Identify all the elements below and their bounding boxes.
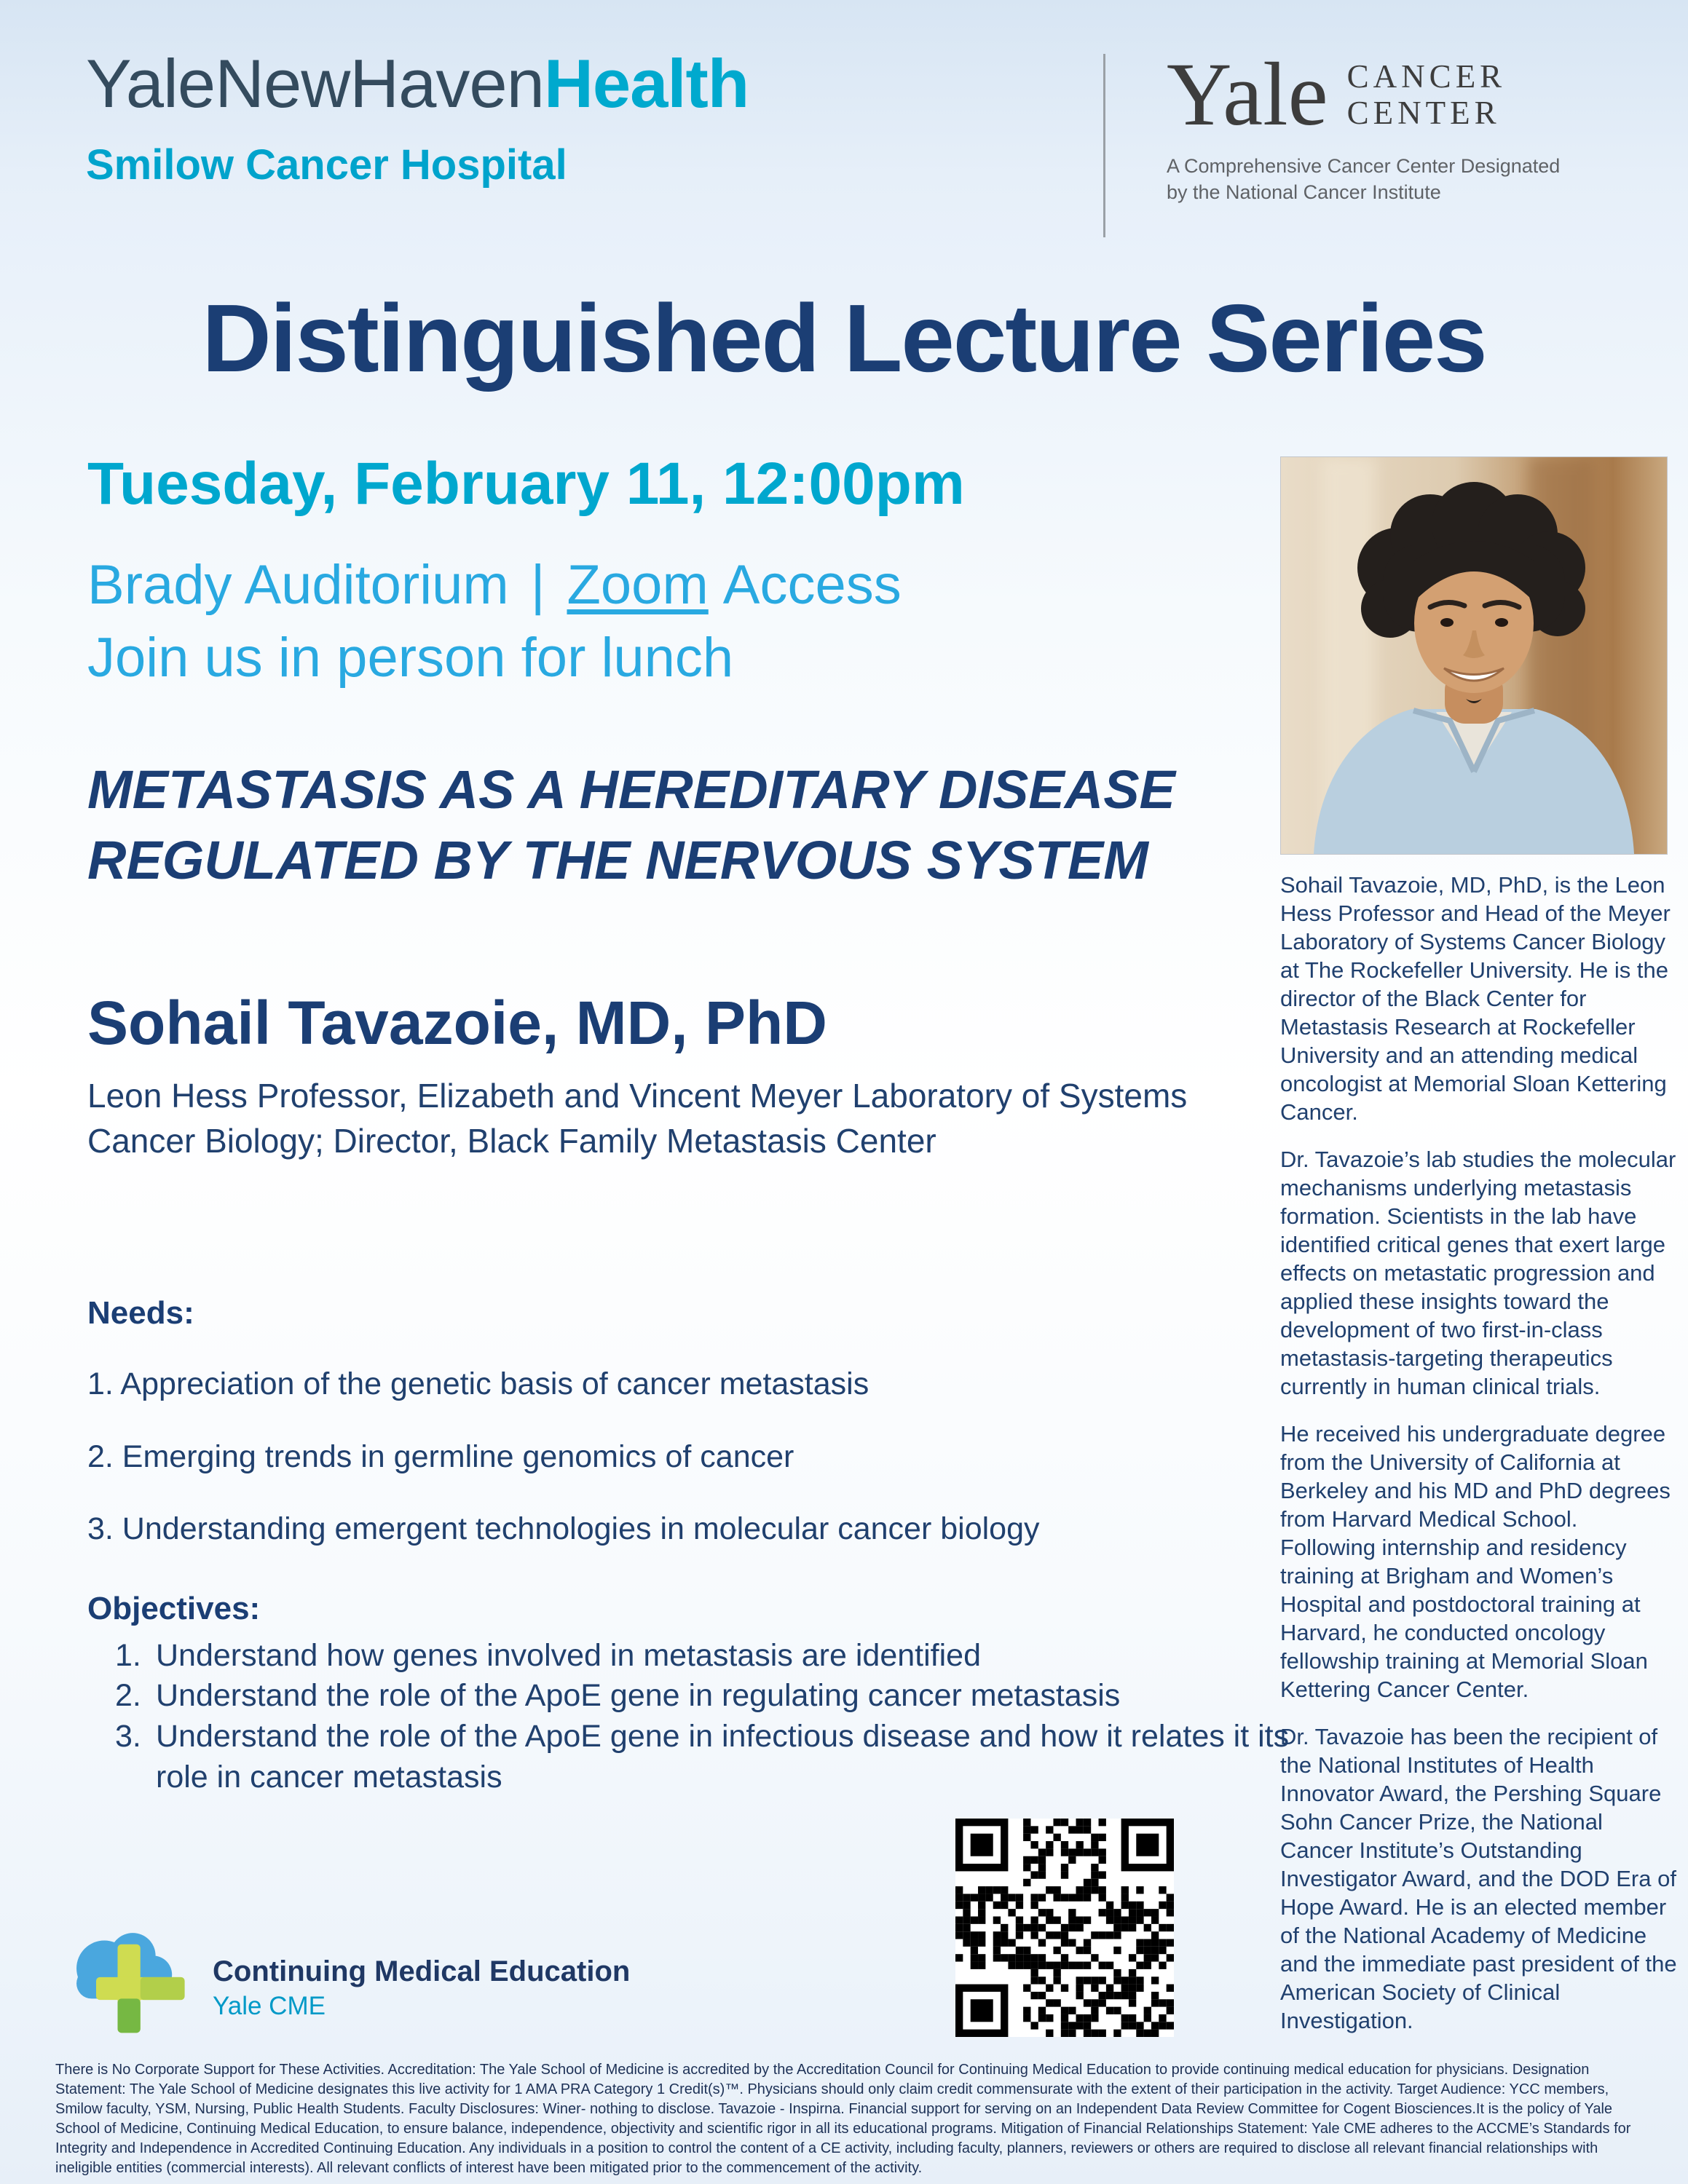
objective-text: Understand the role of the ApoE gene in infectious disease and how it relates it its role in cancer metastasis	[156, 1719, 1290, 1795]
ycc-yale-text: Yale	[1167, 44, 1328, 144]
objectives-list	[87, 1636, 1325, 1799]
bio-paragraph: Dr. Tavazoie’s lab studies the molecular mechanisms underlying metastasis formation. Scientists in the lab have identified critical genes that exert large effects on metastatic progression and applied these insights toward the development of two first-in-class metastasis-targeting therapeutics currently in human clinical trials.	[1280, 1147, 1676, 1399]
cme-subtitle: Yale CME	[213, 1991, 326, 2020]
objective-item	[115, 1636, 1325, 1677]
cme-logo	[57, 1919, 630, 2039]
ycc-tagline-line1: A Comprehensive Cancer Center Designated	[1167, 155, 1561, 177]
ycc-logo	[1167, 44, 1618, 206]
speaker-photo	[1280, 456, 1668, 855]
ynhh-logo	[86, 45, 749, 189]
bio-paragraph: He received his undergraduate degree from the University of California at Berkeley and his MD and PhD degrees from Harvard Medical School. Following internship and residency training at Brigham and Women’s Hospital and postdoctoral training at Harvard, he conducted oncology fellowship training at Memorial Sloan Kettering Cancer Center.	[1280, 1421, 1671, 1702]
needs-item: 2. Emerging trends in germline genomics of cancer	[87, 1439, 794, 1474]
speaker-name: Sohail Tavazoie, MD, PhD	[87, 989, 827, 1058]
ycc-line1: CANCER	[1346, 58, 1507, 95]
smilow-title: Smilow Cancer Hospital	[86, 141, 567, 189]
portrait-illustration	[1281, 457, 1667, 854]
objectives-heading: Objectives:	[87, 1591, 261, 1627]
cme-text	[213, 1955, 630, 2040]
objective-item	[115, 1676, 1325, 1717]
cloud-plus-icon	[57, 1919, 202, 2039]
speaker-affiliation: Leon Hess Professor, Elizabeth and Vincent Meyer Laboratory of Systems Cancer Biology; Director, Black Family Metastasis Center	[87, 1077, 1188, 1160]
talk-title: METASTASIS AS A HEREDITARY DISEASE REGULATED BY THE NERVOUS SYSTEM	[87, 759, 1175, 891]
needs-item: 3. Understanding emergent technologies in molecular cancer biology	[87, 1511, 1040, 1547]
objective-number: 3.	[115, 1719, 141, 1754]
header	[86, 44, 1618, 237]
objective-text: Understand how genes involved in metastasis are identified	[156, 1637, 981, 1673]
brand-main: YaleNewHaven	[86, 45, 544, 122]
objective-item	[115, 1717, 1325, 1798]
ycc-line2: CENTER	[1346, 95, 1501, 131]
needs-item: 1. Appreciation of the genetic basis of cancer metastasis	[87, 1366, 869, 1401]
speaker-bio	[1280, 871, 1678, 2035]
brand-wordmark	[86, 45, 749, 122]
event-datetime: Tuesday, February 11, 12:00pm	[87, 451, 965, 517]
objective-number: 1.	[115, 1637, 141, 1673]
objective-text: Understand the role of the ApoE gene in regulating cancer metastasis	[156, 1678, 1121, 1714]
cme-title: Continuing Medical Education	[213, 1955, 631, 1987]
ycc-wordmark	[1167, 44, 1618, 144]
event-location: Brady Auditorium	[87, 554, 509, 617]
qr-code	[955, 1819, 1174, 2037]
ycc-tagline	[1167, 153, 1618, 206]
bio-paragraph: Dr. Tavazoie has been the recipient of the National Institutes of Health Innovator Award, the Pershing Square Sohn Cancer Prize, the National Cancer Institute’s Outstanding Investigator Award, and the DOD Era of Hope Award. He is an elected member of the National Academy of Medicine and the immediate past president of the American Society of Clinical Investigation.	[1280, 1724, 1677, 2033]
footer-disclaimer: There is No Corporate Support for These Activities. Accreditation: The Yale School of Medicine is accredited by the Accreditation Council for Continuing Medical Education to provide continuing medical education for physicians. Designation Statement: The Yale School of Medicine designates this live activity for 1 AMA PRA Category 1 Credit(s)™. Physicians should only claim credit commensurate with the extent of their participation in the activity. Target Audience: YCC members, Smilow faculty, YSM, Nursing, Public Health Students. Faculty Disclosures: Winer- nothing to disclose. Tavazoie - Inspirna. Financial support for serving on an Independent Data Review Committee for Cogent Biosciences.It is the policy of Yale School of Medicine, Continuing Medical Education, to ensure balance, independence, objectivity and scientific rigor in all its educational programs. Mitigation of Financial Relationships Statement: Yale CME adheres to the ACCME’s Standards for Integrity and Independence in Accredited Continuing Education. Any individuals in a position to control the content of a CE activity, including faculty, planners, reviewers or others are required to disclose all relevant financial relationships with ineligible entities (commercial interests). All relevant conflicts of interest have been mitigated prior to the commencement of the activity.	[55, 2062, 1631, 2176]
zoom-link[interactable]: Zoom	[567, 554, 709, 617]
zoom-access-label: Access	[722, 554, 902, 617]
event-location-line	[87, 554, 1325, 617]
ycc-cancer-center-text	[1347, 58, 1507, 132]
ycc-tagline-line2: by the National Cancer Institute	[1167, 181, 1441, 204]
main-content	[87, 453, 1325, 1798]
brand-accent: Health	[543, 45, 749, 122]
qr-code-icon	[955, 1819, 1174, 2037]
lunch-note: Join us in person for lunch	[87, 626, 734, 689]
header-divider	[1103, 54, 1105, 237]
page-title: Distinguished Lecture Series	[202, 285, 1486, 392]
event-separator: |	[530, 554, 545, 617]
speaker-sidebar	[1280, 456, 1678, 2054]
bio-paragraph: Sohail Tavazoie, MD, PhD, is the Leon Hess Professor and Head of the Meyer Laboratory of Systems Cancer Biology at The Rockefeller University. He is the director of the Black Center for Metastasis Research at Rockefeller University and an attending medical oncologist at Memorial Sloan Kettering Cancer.	[1280, 872, 1671, 1125]
needs-heading: Needs:	[87, 1295, 194, 1332]
objective-number: 2.	[115, 1678, 141, 1714]
